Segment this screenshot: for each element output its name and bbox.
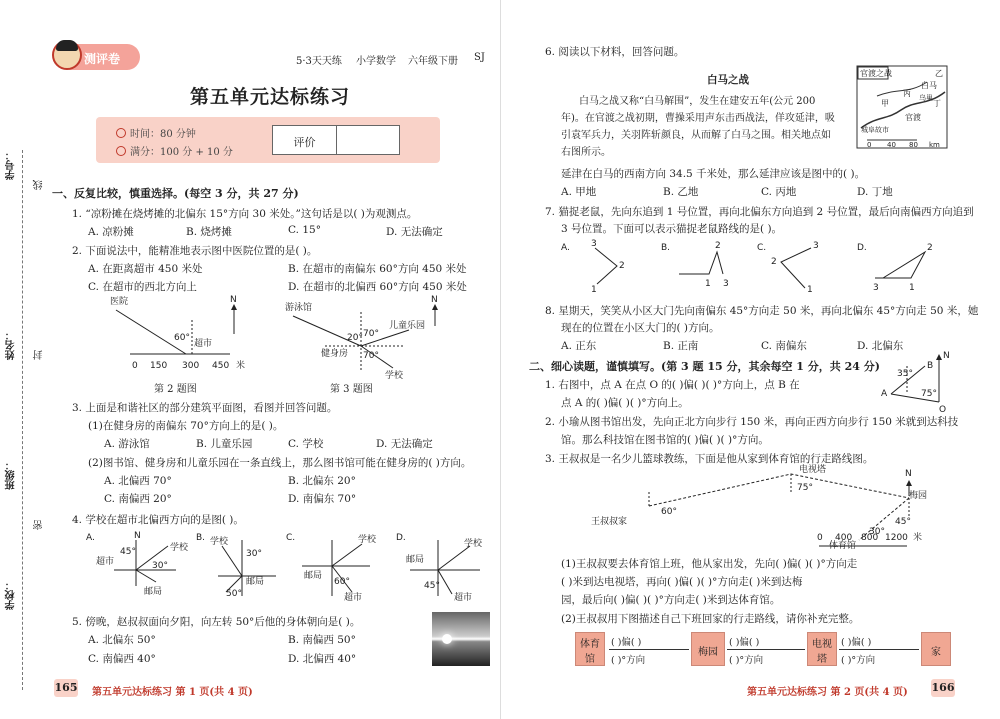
f1-line-2: 点 A 的( )偏( )( )°方向上。 xyxy=(561,397,689,409)
q5-option-a: A. 北偏东 50° xyxy=(88,634,156,646)
fig2-tick-450: 450 xyxy=(212,361,230,371)
q4-figure-b xyxy=(196,530,286,600)
section-2-heading: 二、细心读题，谨慎填写。(第 3 题 15 分，其余每空 1 分，共 24 分) xyxy=(529,360,880,373)
q6-passage-1: 白马之战又称“白马解围”，发生在建安五年(公元 200 xyxy=(579,96,816,107)
q3-option-d: D. 无法确定 xyxy=(376,438,433,450)
fig3-caption: 第 3 题图 xyxy=(330,384,373,395)
f1-35: 35° xyxy=(897,369,913,379)
q3-sub-2: (2)图书馆、健身房和儿童乐园在一条直线上，那么图书馆可能在健身房的( )方向。 xyxy=(88,457,472,469)
fig3-park: 儿童乐园 xyxy=(389,321,426,331)
q4c-post: 邮局 xyxy=(304,571,323,581)
f1-figure xyxy=(881,348,961,415)
f3-sub-1: (1)王叔叔要去体育馆上班，他从家出发，先向( )偏( )( )°方向走 xyxy=(561,558,858,570)
q4-figure-d xyxy=(396,530,496,603)
fig2-angle: 60° xyxy=(174,333,190,343)
test-badge: 测评卷 xyxy=(58,44,140,70)
fig2-supermarket: 超市 xyxy=(194,339,213,349)
q6-option-a: A. 甲地 xyxy=(561,186,597,198)
q3-option-b: B. 儿童乐园 xyxy=(196,438,253,450)
f1-north-head xyxy=(936,354,942,360)
q6-passage-3: 引袁军兵力，关羽阵斩颜良，从而解了白马之围。相关地点如 xyxy=(561,130,831,141)
q4d-ray xyxy=(438,546,470,570)
figure-2 xyxy=(110,296,250,376)
q6-passage-2: 年)。在官渡之战初期，曹操采用声东击西战法，佯攻延津，吸 xyxy=(561,113,835,124)
f1-o: O xyxy=(939,405,947,415)
route-north xyxy=(901,468,921,498)
section-1-heading: 一、反复比较，慎重选择。(每空 3 分，共 27 分) xyxy=(52,187,299,200)
seal-word-seal: 封 xyxy=(34,350,45,360)
q4-label-a: A. xyxy=(86,533,95,543)
q1-option-c: C. 15° xyxy=(288,224,321,236)
header-edition: SJ xyxy=(474,52,485,63)
flow-box-tv: 电视塔 xyxy=(807,632,837,666)
flow-arrow-3 xyxy=(839,649,919,650)
q5-option-b: B. 南偏西 50° xyxy=(288,634,356,646)
map-unit: km xyxy=(929,141,940,149)
q4c-ang: 60° xyxy=(334,577,350,587)
q4c-sup: 超市 xyxy=(344,593,363,603)
scale-0: 0 xyxy=(817,533,823,543)
figure-3 xyxy=(285,296,455,380)
f1-75: 75° xyxy=(921,389,937,399)
scale-800: 800 xyxy=(861,533,879,543)
q8-option-d: D. 北偏东 xyxy=(857,340,904,352)
map-s2: 80 xyxy=(909,141,918,149)
flow-arrow-2 xyxy=(727,649,805,650)
q4d-ang: 45° xyxy=(424,581,440,591)
clock-icon xyxy=(116,128,126,138)
scale-unit: 米 xyxy=(913,533,923,543)
q1-option-d: D. 无法确定 xyxy=(386,226,443,238)
seal-line xyxy=(22,150,23,690)
q2-option-b: B. 在超市的南偏东 60°方向 450 米处 xyxy=(288,263,467,275)
q7a-2: 2 xyxy=(619,261,625,271)
f3-sub-4: (2)王叔叔用下图描述自己下班回家的行走路线，请你补充完整。 xyxy=(561,613,860,625)
f3-sub-2: ( )米到达电视塔，再向( )偏( )( )°方向走( )米到达梅 xyxy=(561,576,803,588)
map-guandu: 官渡 xyxy=(905,113,921,122)
fig2-tick-150: 150 xyxy=(150,361,168,371)
q4a-school: 学校 xyxy=(170,543,189,553)
fig2-hospital: 医院 xyxy=(110,297,129,307)
q5-option-c: C. 南偏西 40° xyxy=(88,653,156,665)
map-place: 城阜故市 xyxy=(861,126,889,134)
page-title: 第五单元达标练习 xyxy=(189,86,350,108)
q2-stem: 2. 下面说法中，能精准地表示图中医院位置的是( )。 xyxy=(72,245,318,257)
fig3-north-label: N xyxy=(431,295,438,305)
map-baima: 白马 xyxy=(921,81,937,90)
q7-label-b: B. xyxy=(661,243,671,253)
route-tv: 电视塔 xyxy=(799,465,827,475)
score-row: 满分：100 分 + 10 分 xyxy=(116,143,233,158)
q6-option-c: C. 丙地 xyxy=(761,186,797,198)
route-gym: 体育馆 xyxy=(829,541,857,551)
evaluation-table xyxy=(272,125,400,155)
q7d-1: 1 xyxy=(909,283,915,293)
q7c-2: 2 xyxy=(771,257,777,267)
fig3-angle-2: 20° xyxy=(347,333,363,343)
binding-strip xyxy=(0,150,48,690)
q8-stem: 8. 星期天，笑笑从小区大门先向南偏东 45°方向走 50 米，再向北偏东 45°方向走 50 米，她 xyxy=(545,305,979,317)
q1-option-b: B. 烧烤摊 xyxy=(186,226,232,238)
map-wuchao: 乌巢 xyxy=(919,94,933,102)
footer-right: 第五单元达标练习 第 2 页(共 4 页) xyxy=(747,687,908,698)
flow-box-home: 家 xyxy=(921,632,951,666)
q7-figure-b xyxy=(661,238,741,294)
time-row: 时间：80 分钟 xyxy=(116,125,196,140)
q4c-school: 学校 xyxy=(358,535,377,545)
q7c-path xyxy=(781,248,811,288)
q7d-2: 2 xyxy=(927,243,933,253)
seal-word-line: 线 xyxy=(34,180,45,190)
f1-a: A xyxy=(881,389,888,399)
fig3-school: 学校 xyxy=(385,371,404,381)
q6-question: 延津在白马的西南方向 34.5 千米处，那么延津应该是图中的( )。 xyxy=(561,168,866,180)
q3-sub-1: (1)在健身房的南偏东 70°方向上的是( )。 xyxy=(88,420,284,432)
route-north-label: N xyxy=(905,469,912,479)
q3-option-a: A. 游泳馆 xyxy=(104,438,150,450)
footer-left: 第五单元达标练习 第 1 页(共 4 页) xyxy=(92,687,253,698)
flow-arrow-1 xyxy=(609,649,689,650)
map-s1: 40 xyxy=(887,141,896,149)
fig2-tick-0: 0 xyxy=(132,361,138,371)
q7d-path xyxy=(875,252,925,278)
fig2-caption: 第 2 题图 xyxy=(154,384,197,395)
route-north-head xyxy=(906,480,912,486)
q7b-2: 2 xyxy=(715,241,721,251)
fig3-angle-3: 70° xyxy=(363,351,379,361)
q6-option-d: D. 丁地 xyxy=(857,186,893,198)
q2-option-a: A. 在距离超市 450 米处 xyxy=(88,263,203,275)
q5-option-d: D. 北偏西 40° xyxy=(288,653,357,665)
fig2-north-label: N xyxy=(230,295,237,305)
q1-stem: 1. “凉粉摊在烧烤摊的北偏东 15°方向 30 米处。”这句话是以( )为观测点。 xyxy=(72,208,418,220)
q7b-path xyxy=(679,252,723,274)
q8-option-a: A. 正东 xyxy=(561,340,597,352)
q3-option-d2: D. 南偏东 70° xyxy=(288,493,357,505)
flow-1-top: ( )偏( ) xyxy=(611,637,642,648)
scale-400: 400 xyxy=(835,533,853,543)
q5-stem: 5. 傍晚，赵叔叔面向夕阳，向左转 50°后他的身体朝向是( )。 xyxy=(72,616,361,628)
fig3-gym: 健身房 xyxy=(321,349,349,359)
map-yi: 乙 xyxy=(935,69,943,78)
f3-stem: 3. 王叔叔是一名少儿篮球教练，下面是他从家到体育馆的行走路线图。 xyxy=(545,453,874,465)
flow-1-bottom: ( )°方向 xyxy=(611,655,646,666)
q6-passage-title: 白马之战 xyxy=(707,74,749,86)
flow-2-bottom: ( )°方向 xyxy=(729,655,764,666)
f1-line-1: 1. 右图中，点 A 在点 O 的( )偏( )( )°方向上，点 B 在 xyxy=(545,379,800,391)
q4b-school: 学校 xyxy=(210,537,229,547)
route-75: 75° xyxy=(797,483,813,493)
route-home: 王叔叔家 xyxy=(591,517,628,527)
q4a-ang: 45° xyxy=(120,547,136,557)
map-jia: 甲 xyxy=(881,99,889,108)
seal-word-close: 密 xyxy=(34,520,45,530)
route-line-1 xyxy=(649,474,909,506)
page-number-right: 166 xyxy=(931,679,955,697)
q7-figure-c xyxy=(757,238,837,294)
q4a-post: 邮局 xyxy=(144,587,163,597)
right-page xyxy=(500,0,1000,719)
q7-label-d: D. xyxy=(857,243,867,253)
header-grade: 六年级下册 xyxy=(408,56,458,67)
map-bing: 丙 xyxy=(903,89,911,98)
fig3-pool: 游泳馆 xyxy=(285,303,313,313)
q1-option-a: A. 凉粉摊 xyxy=(88,226,134,238)
q4-stem: 4. 学校在超市北偏西方向的是图( )。 xyxy=(72,514,244,526)
fig2-ray xyxy=(116,310,186,354)
q4d-sup: 超市 xyxy=(454,593,473,603)
q4-label-c: C. xyxy=(286,533,296,543)
route-scale xyxy=(813,530,933,554)
flow-3-top: ( )偏( ) xyxy=(841,637,872,648)
header-subject: 小学数学 xyxy=(356,56,396,67)
q3-option-c2: C. 南偏西 20° xyxy=(104,493,172,505)
route-plum: 梅园 xyxy=(909,491,928,501)
q3-option-b2: B. 北偏东 20° xyxy=(288,475,356,487)
map-title: 官渡之战 xyxy=(860,69,892,78)
q7-figure-d xyxy=(857,238,947,294)
page-number-left: 165 xyxy=(54,679,78,697)
q4a-ang2: 30° xyxy=(152,561,168,571)
q7a-3: 3 xyxy=(591,239,597,249)
f2-line-2: 馆。那么科技馆在图书馆的( )偏( )( )°方向。 xyxy=(561,434,769,446)
route-60: 60° xyxy=(661,507,677,517)
q4b-ang2: 50° xyxy=(226,589,242,599)
fig2-unit: 米 xyxy=(236,361,246,371)
q4-label-b: B. xyxy=(196,533,206,543)
q7b-3: 3 xyxy=(723,279,729,289)
q4b-ray xyxy=(222,546,242,576)
q4d-school: 学校 xyxy=(464,539,483,549)
q8-option-b: B. 正南 xyxy=(663,340,699,352)
fig2-tick-300: 300 xyxy=(182,361,200,371)
q4b-ang: 30° xyxy=(246,549,262,559)
label-id: 学号： xyxy=(6,150,17,180)
q8-option-c: C. 南偏东 xyxy=(761,340,807,352)
q6-passage-4: 右图所示。 xyxy=(561,147,611,158)
q4b-post: 邮局 xyxy=(246,577,265,587)
q4-label-d: D. xyxy=(396,533,406,543)
q3-option-a2: A. 北偏西 70° xyxy=(104,475,172,487)
sunset-photo xyxy=(432,612,490,666)
q7a-1: 1 xyxy=(591,285,597,295)
check-icon xyxy=(116,146,126,156)
q6-option-b: B. 乙地 xyxy=(663,186,699,198)
q7b-1: 1 xyxy=(705,279,711,289)
label-school: 学校： xyxy=(6,580,17,610)
q7a-path xyxy=(595,248,617,284)
mascot-icon xyxy=(52,40,82,70)
f3-sub-3: 园，最后向( )偏( )( )°方向走( )米到达体育馆。 xyxy=(561,594,781,606)
q7c-3: 3 xyxy=(813,241,819,251)
map-ding: 丁 xyxy=(933,99,941,108)
header-brand: 5·3天天练 xyxy=(296,56,342,67)
q7-label-a: A. xyxy=(561,243,570,253)
q7d-3: 3 xyxy=(873,283,879,293)
q4-figure-a xyxy=(86,530,189,600)
f1-n: N xyxy=(943,351,950,361)
q4c-ray xyxy=(332,544,362,566)
q2-option-c: C. 在超市的西北方向上 xyxy=(88,281,197,293)
q4d-post: 邮局 xyxy=(406,555,425,565)
q7-label-c: C. xyxy=(757,243,767,253)
q4a-ray2 xyxy=(136,570,156,582)
flow-box-plum: 梅园 xyxy=(691,632,725,666)
battle-map xyxy=(857,66,949,150)
q4-figure-c xyxy=(286,530,386,603)
q7-stem: 7. 猫捉老鼠，先向东追到 1 号位置，再向北偏东方向追到 2 号位置，最后向南偏西方向追到 xyxy=(545,206,974,218)
label-name: 姓名： xyxy=(6,330,17,360)
q4a-n: N xyxy=(134,531,141,541)
q7-figure-a xyxy=(561,238,641,294)
q2-option-d: D. 在超市的北偏西 60°方向 450 米处 xyxy=(288,281,467,293)
flow-2-top: ( )偏( ) xyxy=(729,637,760,648)
q7-stem-2: 3 号位置。下面可以表示猫捉老鼠路线的是( )。 xyxy=(561,223,783,235)
q4a-sup: 超市 xyxy=(96,557,115,567)
q8-stem-2: 现在的位置在小区大门的( )方向。 xyxy=(561,322,720,334)
q7c-1: 1 xyxy=(807,285,813,295)
route-45: 45° xyxy=(895,517,911,527)
label-class: 班级： xyxy=(6,460,17,490)
flow-box-gym: 体育馆 xyxy=(575,632,605,666)
q4d-ray2 xyxy=(438,570,452,594)
q6-stem: 6. 阅读以下材料，回答问题。 xyxy=(545,46,685,58)
map-s0: 0 xyxy=(867,141,872,149)
flow-3-bottom: ( )°方向 xyxy=(841,655,876,666)
fig3-angle-1: 70° xyxy=(363,329,379,339)
q3-stem: 3. 上面是和谐社区的部分建筑平面图，看图并回答问题。 xyxy=(72,402,338,414)
q3-option-c: C. 学校 xyxy=(288,438,324,450)
evaluation-label: 评价 xyxy=(273,126,337,154)
route-30: 30° xyxy=(869,527,885,537)
f2-line-1: 2. 小瑜从图书馆出发，先向正北方向步行 150 米，再向正西方向步行 150 米就到达科技 xyxy=(545,416,959,428)
scale-1200: 1200 xyxy=(885,533,908,543)
f1-b: B xyxy=(927,361,934,371)
